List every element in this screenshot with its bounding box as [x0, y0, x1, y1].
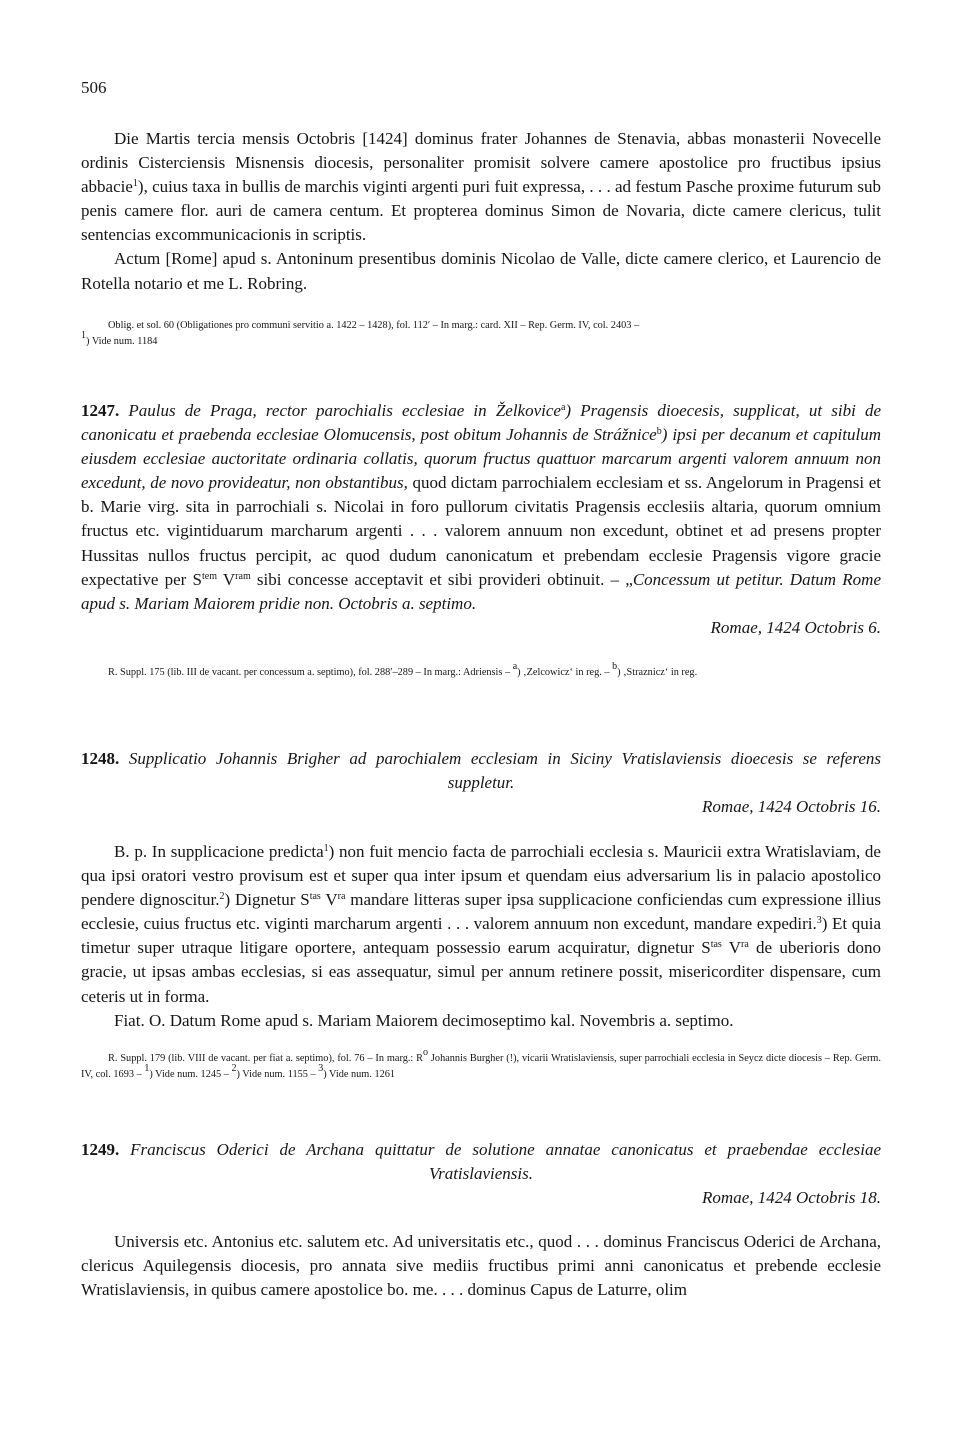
entry-1247	[81, 399, 881, 640]
dateline: Romae, 1424 Octobris 18.	[702, 1188, 881, 1208]
footnote: $^1$) Vide num. 1184	[81, 330, 158, 347]
source-note: R. Suppl. 175 (lib. III de vacant. per concessum a. septimo), fol. 288′–289 – In marg.: Adriensis – $^a$) ‚Zelcowicz‘ in reg. – $^b$) ‚Straznicz‘ in reg.	[108, 661, 698, 678]
dateline: Romae, 1424 Octobris 16.	[702, 797, 881, 817]
entry-number: 1248.	[81, 749, 120, 768]
apparatus-prev	[81, 318, 881, 350]
body-paragraph: Die Martis tercia mensis Octobris [1424] dominus frater Johannes de Stenavia, abbas monasterii Novecelle ordinis Cisterciensis Misnensis diocesis, personaliter promisit solvere camere apostolice pro fructibus ipsius abbacie$^1$), cuius taxa in bullis de marchis viginti argenti puri fuit expressa, . . . ad festum Pasche proxime futurum sub penis camere flor. auri de camera centum. Et propterea dominus Simon de Novaria, dicte camere clericus, tulit sentencias excommunicacionis in scriptis.	[81, 129, 881, 245]
apparatus-1248	[81, 1047, 881, 1083]
entry-prev	[81, 127, 881, 296]
source-note: R. Suppl. 179 (lib. VIII de vacant. per fiat a. septimo), fol. 76 – In marg.: $R^o$ Johannis Burgher (!), vicarii Wratislaviensis, super parrochiali ecclesia in Seycz dicte diocesis – Rep. Germ. IV, col. 1693 – $^1$) Vide num. 1245 – $^2$) Vide num. 1155 – $^3$) Vide num. 1261	[81, 1047, 881, 1080]
dateline: Romae, 1424 Octobris 6.	[710, 617, 881, 637]
body-paragraph: Universis etc. Antonius etc. salutem etc. Ad universitatis etc., quod . . . dominus Franciscus Oderici de Archana, clericus Aquilegensis diocesis, pro annata sive mediis fructibus primi anni canonicatus et prebende ecclesie Wratislaviensis, in quibus camere apostolice bo. me. . . . dominus Capus de Laturre, olim	[81, 1232, 881, 1300]
apparatus-1247	[81, 661, 881, 681]
entry-number: 1249.	[81, 1140, 120, 1159]
body-paragraph: Fiat. O. Datum Rome apud s. Mariam Maiorem decimoseptimo kal. Novembris a. septimo.	[114, 1010, 734, 1030]
body-1248	[81, 840, 881, 1033]
body-1249	[81, 1230, 881, 1302]
body-paragraph: B. p. In supplicacione predicta$^1$) non fuit mencio facta de parrochiali ecclesia s. Mauricii extra Wratislaviam, de qua ipsi oratori vestro provisum est et super qua inter ipsum et quendam eius adversarium lis in palacio apostolico pendere dignoscitur.$^2$) Dignetur $S^{tas}$ $V^{ra}$ mandare litteras super ipsa supplicacione conficiendas cum expressione illius ecclesie, cuius fructus etc. viginti marcharum argenti . . . valorem annuum non excedunt, mandare expediri.$^3$) Et quia timetur super utraque litigare oportere, antequam possessio earum acquiratur, dignetur $S^{tas}$ $V^{ra}$ de uberioris dono gracie, ut ipsas ambas ecclesias, si eas assequatur, simul per annum retinere possit, misericorditer dispensare, cum ceteris ut in forma.	[81, 842, 881, 1006]
entry-text: 1247. Paulus de Praga, rector parochialis ecclesiae in Želkovice$^a$) Pragensis dioecesis, supplicat, ut sibi de canonicatu et praebenda ecclesiae Olomucensis, post obitum Johannis de Strážnice$^b$) ipsi per decanum et capitulum eiusdem ecclesiae auctoritate ordinaria collatis, quorum fructus quattuor marcarum argenti valorem annuum non excedunt, de novo provideatur, non obstantibus, quod dictam parrochialem ecclesiam et ss. Angelorum in Pragensi et b. Marie virg. sita in parrochiali s. Nicolai in foro pullorum civitatis Pragensis ecclesiis altaria, quorum omnium fructus etc. vigintiduarum marcharum argenti . . . valorem annuum non excedunt, obtinet et ad presens propter Hussitas nullos fructus percipit, ac quod dudum canonicatum et prebendam ecclesie Pragensis vigore gracie expectative per $S^{tem}$ $V^{ram}$ sibi concesse acceptavit et sibi provideri obtinuit. – „Concessum ut petitur. Datum Rome apud s. Mariam Maiorem pridie non. Octobris a. septimo.	[81, 401, 882, 613]
entry-number: 1247.	[81, 401, 120, 420]
entry-1249	[81, 1138, 881, 1210]
entry-1248	[81, 747, 881, 819]
source-note: Oblig. et sol. 60 (Obligationes pro communi servitio a. 1422 – 1428), fol. 112′ – In marg.: card. XII – Rep. Germ. IV, col. 2403 –	[108, 320, 640, 331]
entry-heading: 1249. Franciscus Oderici de Archana quittatur de solutione annatae canonicatus et praebendae ecclesiae Vratislaviensis.	[81, 1140, 881, 1184]
body-paragraph: Actum [Rome] apud s. Antoninum presentibus dominis Nicolao de Valle, dicte camere clerico, et Laurencio de Rotella notario et me L. Robring.	[81, 249, 881, 293]
footnote-mark: 1	[132, 178, 138, 190]
entry-heading: 1248. Supplicatio Johannis Brigher ad parochialem ecclesiam in Siciny Vratislaviensis dioecesis se referens suppletur.	[81, 749, 882, 793]
page-number: 506	[81, 78, 107, 97]
